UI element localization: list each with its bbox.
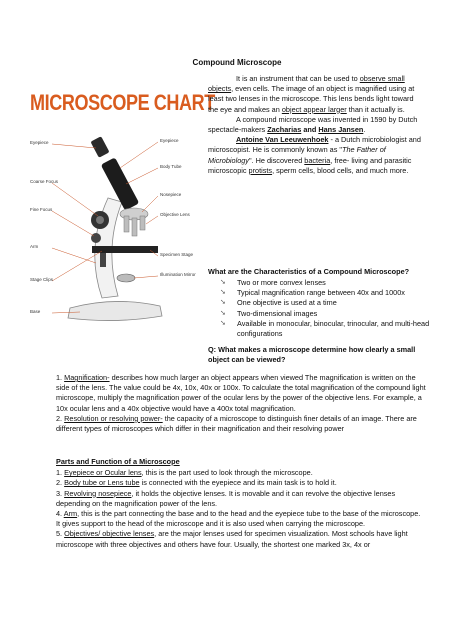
label-coarse-focus: Coarse Focus — [30, 179, 59, 184]
list-item: ➘ Two or more convex lenses — [220, 278, 326, 287]
characteristics-list — [220, 278, 440, 339]
intro-paragraph-3: Antoine Van Leeuwenhoek - a Dutch microbiologist and microscopist. He is commonly known as "The Father of Microbiology". He discovered bacteria, free- living and parasitic microscopic protists, sperm cells, blood cells, and much more. — [208, 135, 421, 175]
list-item: 5. Objectives/ objective lenses, are the major lenses used for specimen visualization. Most schools have light microscope with three objectives and others have four. Usually, the shortest one marked 3x, 4x or — [56, 529, 408, 549]
arrow-bullet-icon: ➘ — [220, 309, 226, 317]
question-heading: Q: What makes a microscope determine how clearly a small object can be viewed? — [208, 345, 416, 365]
list-item: ➘ Available in monocular, binocular, trinocular, and multi-head configurations — [220, 318, 430, 339]
label-specimen-stage: Specimen Stage — [160, 252, 194, 257]
intro-paragraph-2: A compound microscope was invented in 1590 by Dutch spectacle-makers Zacharias and Hans Jansen. — [208, 114, 418, 135]
label-nosepiece: Nosepiece — [160, 192, 182, 197]
list-item: 4. Arm, this is the part connecting the base and to the head and the eyepiece tube to the base of the microscope. It gives support to the head of the microscope and it is also used when carrying the microscope. — [56, 509, 421, 529]
label-eyepiece-right: Eyepiece — [160, 138, 179, 143]
arrow-bullet-icon: ➘ — [220, 319, 226, 327]
label-body-tube: Body Tube — [160, 164, 182, 169]
parts-section — [56, 457, 426, 550]
list-item: ➘ Two-dimensional images — [220, 308, 318, 318]
parts-heading: Parts and Function of a Microscope — [56, 457, 180, 466]
point-resolution: 2. Resolution or resolving power- the capacity of a microscope to distinguish finer details of an image. There are different types of microscopes which differ in their magnification and their resolving power — [56, 413, 417, 434]
characteristics-heading: What are the Characteristics of a Compound Microscope? — [208, 267, 410, 276]
microscope-illustration — [30, 128, 200, 328]
list-item: ➘ One objective is used at a time — [220, 298, 337, 308]
page-title: Compound Microscope — [192, 58, 282, 67]
arrow-bullet-icon: ➘ — [220, 299, 226, 307]
label-illumination-mirror: Illumination Mirror — [160, 272, 196, 277]
label-eyepiece: Eyepiece — [30, 140, 49, 145]
list-item: 2. Body tube or Lens tube is connected with the eyepiece and its main task is to hold it. — [56, 478, 337, 488]
intro-text — [208, 74, 423, 176]
chart-title: MICROSCOPE CHART — [30, 90, 215, 115]
microscope-icon — [30, 128, 200, 328]
label-arm: Arm — [30, 244, 39, 249]
label-base: Base — [30, 309, 41, 314]
list-item: ➘ Typical magnification range between 40x and 1000x — [220, 288, 405, 298]
body-text — [56, 373, 426, 434]
arrow-bullet-icon: ➘ — [220, 279, 226, 286]
arrow-bullet-icon: ➘ — [220, 289, 226, 297]
label-stage-clips: Stage Clips — [30, 277, 54, 282]
label-objective-lens: Objective Lens — [160, 212, 190, 217]
intro-paragraph-1: It is an instrument that can be used to observe small objects, even cells. The image of an object is magnified using at least two lenses in the microscope. This lens bends light toward the eye and makes an object appear larger than it actually is. — [208, 74, 415, 114]
list-item: 3. Revolving nosepiece, it holds the objective lenses. It is movable and it can revolve the objective lenses depending on the magnification power of the lens. — [56, 488, 396, 508]
point-magnification: 1. Magnification- describes how much larger an object appears when viewed The magnification is written on the side of the lens. The value could be 4x, 10x, 40x or 100x. To calculate the total magnification of the compound light microscope, multiply the magnification power of the ocular lens by the power of the objective lens. For example, a 10x ocular lens and a 40x objective would have a 400x total magnification. — [56, 373, 426, 413]
label-fine-focus: Fine Focus — [30, 207, 53, 212]
list-item: 1. Eyepiece or Ocular lens, this is the part used to look through the microscope. — [56, 468, 313, 478]
